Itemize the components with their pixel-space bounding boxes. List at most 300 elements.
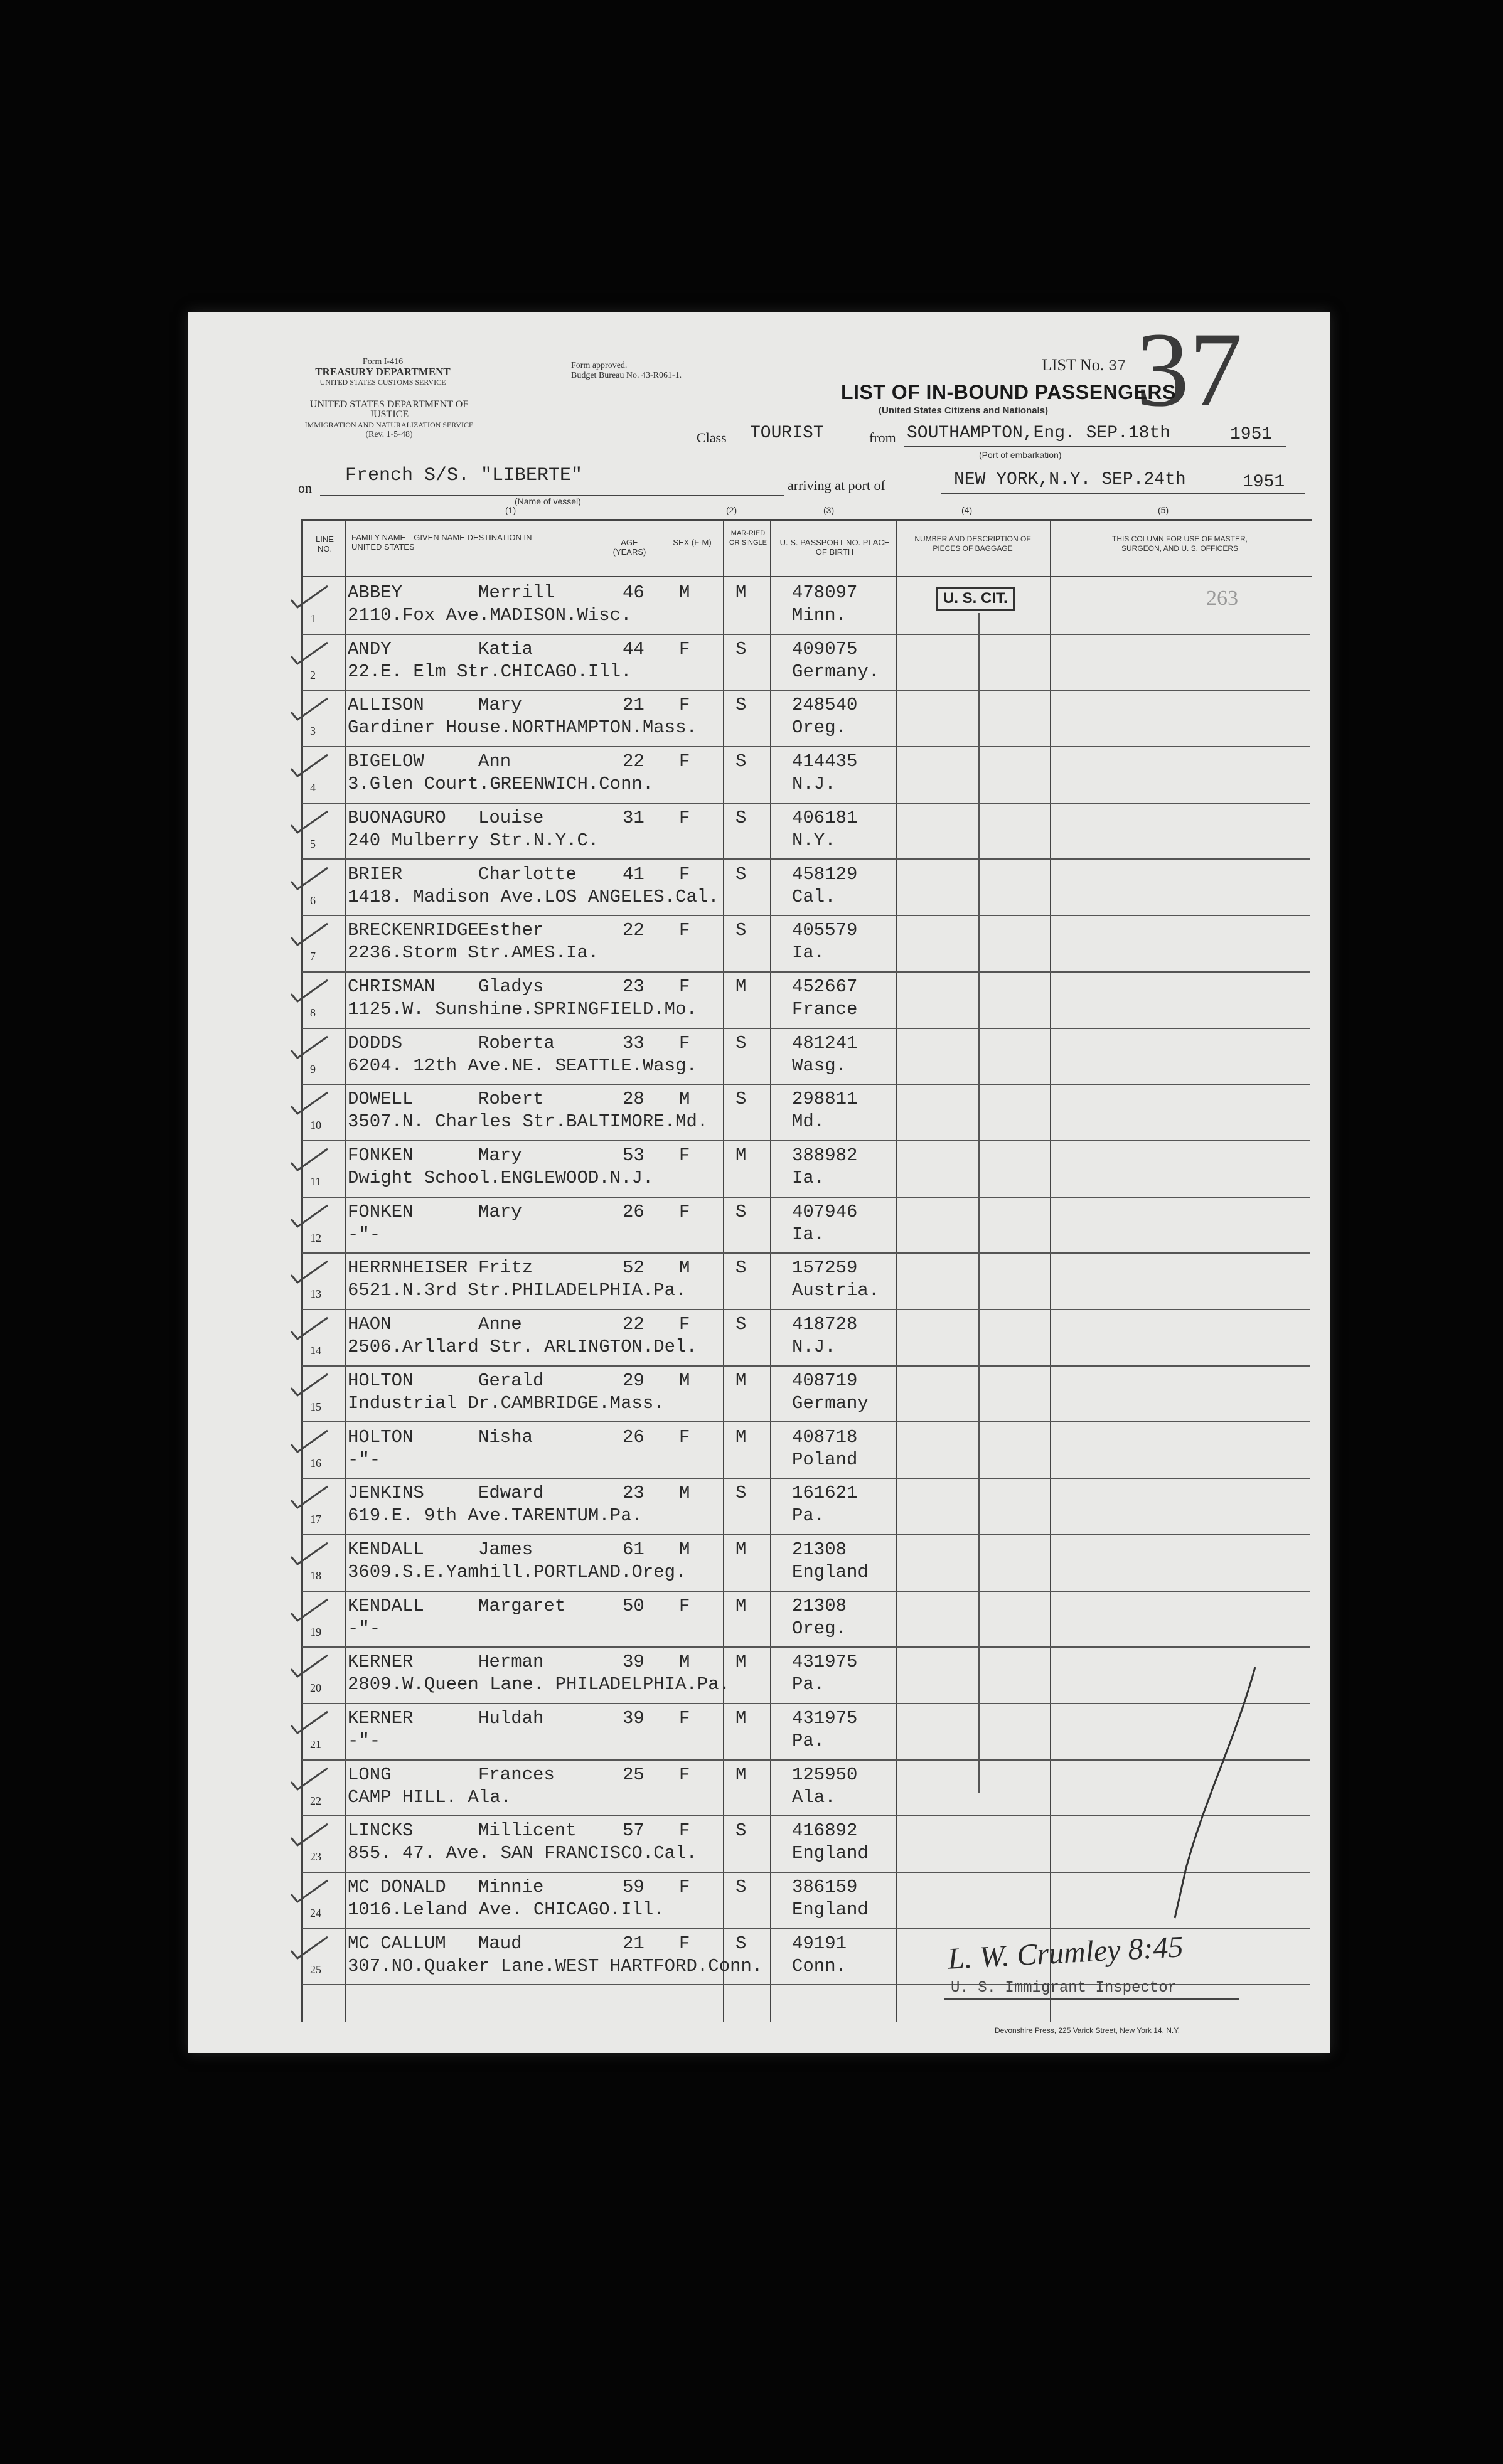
check-mark-icon (289, 864, 333, 895)
passenger-destination: -"- (348, 1224, 381, 1245)
table-top-rule (301, 519, 1312, 521)
passenger-given-name: Mary (478, 1201, 522, 1222)
passenger-destination: 3507.N. Charles Str.BALTIMORE.Md. (348, 1111, 709, 1133)
passenger-sex: F (679, 638, 690, 659)
passenger-family-name: KERNER (348, 1651, 414, 1673)
passenger-family-name: BIGELOW (348, 751, 424, 772)
passenger-age: 26 (623, 1426, 645, 1448)
place-of-birth: England (792, 1561, 869, 1582)
passenger-given-name: Nisha (478, 1426, 533, 1448)
table-row (302, 971, 1310, 1029)
table-row (302, 746, 1310, 804)
passenger-family-name: FONKEN (348, 1145, 414, 1166)
passenger-family-name: HOLTON (348, 1370, 414, 1391)
passenger-family-name: DODDS (348, 1032, 403, 1053)
passenger-age: 29 (623, 1370, 645, 1391)
vessel-name: French S/S. "LIBERTE" (345, 465, 583, 486)
place-of-birth: Conn. (792, 1955, 847, 1976)
line-number: 3 (310, 725, 316, 738)
passenger-marital-status: M (735, 1539, 747, 1560)
passenger-marital-status: S (735, 920, 747, 941)
printer-imprint: Devonshire Press, 225 Varick Street, New York 14, N.Y. (995, 2026, 1180, 2035)
line-number: 13 (310, 1288, 321, 1301)
arrival-underline (941, 493, 1305, 494)
revision: (Rev. 1-5-48) (365, 430, 413, 439)
passenger-given-name: Margaret (478, 1595, 566, 1616)
passenger-given-name: Frances (478, 1764, 555, 1785)
passenger-family-name: BRECKENRIDGE (348, 920, 479, 941)
passenger-family-name: HOLTON (348, 1426, 414, 1448)
passenger-marital-status: S (735, 1820, 747, 1842)
passenger-given-name: Ann (478, 751, 511, 772)
us-citizen-stamp: U. S. CIT. (936, 587, 1015, 611)
passenger-destination: 2809.W.Queen Lane. PHILADELPHIA.Pa. (348, 1674, 730, 1695)
passenger-given-name: Huldah (478, 1708, 544, 1729)
place-of-birth: Austria. (792, 1280, 880, 1301)
justice-department: UNITED STATES DEPARTMENT OF JUSTICE (309, 399, 469, 420)
check-mark-icon (289, 808, 333, 839)
table-row (302, 1140, 1310, 1198)
ins-service: IMMIGRATION AND NATURALIZATION SERVICE (304, 420, 474, 429)
passenger-sex: F (679, 1708, 690, 1729)
passenger-marital-status: M (735, 1595, 747, 1616)
col-num-2: (2) (726, 505, 737, 515)
check-mark-icon (289, 920, 333, 951)
passenger-family-name: KENDALL (348, 1539, 424, 1560)
passport-number: 414435 (792, 751, 858, 772)
passenger-age: 26 (623, 1201, 645, 1222)
passenger-age: 22 (623, 751, 645, 772)
passenger-family-name: FONKEN (348, 1201, 414, 1222)
passenger-age: 57 (623, 1820, 645, 1842)
line-number: 16 (310, 1456, 321, 1469)
line-number: 5 (310, 837, 316, 850)
table-row (302, 915, 1310, 973)
line-number: 19 (310, 1625, 321, 1638)
passenger-age: 41 (623, 863, 645, 885)
passenger-sex: M (679, 1089, 690, 1110)
col-num-3: (3) (823, 505, 835, 515)
passenger-family-name: LONG (348, 1764, 392, 1785)
passenger-marital-status: S (735, 1032, 747, 1053)
passenger-sex: F (679, 807, 690, 828)
passenger-age: 25 (623, 1764, 645, 1785)
passport-number: 452667 (792, 976, 858, 997)
place-of-birth: Pa. (792, 1505, 825, 1527)
check-mark-icon (289, 1089, 333, 1120)
passenger-marital-status: S (735, 1483, 747, 1504)
passenger-age: 59 (623, 1877, 645, 1898)
table-row (302, 577, 1310, 635)
passport-number: 407946 (792, 1201, 858, 1222)
passenger-given-name: Esther (478, 920, 544, 941)
passenger-marital-status: S (735, 1257, 747, 1279)
passenger-destination: 1125.W. Sunshine.SPRINGFIELD.Mo. (348, 998, 697, 1020)
passenger-marital-status: M (735, 1370, 747, 1391)
page-subtitle: (United States Citizens and Nationals) (879, 405, 1049, 416)
check-mark-icon (289, 1314, 333, 1345)
passenger-sex: M (679, 1483, 690, 1504)
passenger-destination: 1016.Leland Ave. CHICAGO.Ill. (348, 1899, 665, 1921)
line-number: 21 (310, 1738, 321, 1751)
passenger-age: 50 (623, 1595, 645, 1616)
header-agency-block (289, 357, 477, 387)
passenger-destination: 1418. Madison Ave.LOS ANGELES.Cal. (348, 886, 719, 907)
passport-number: 431975 (792, 1708, 858, 1729)
check-mark-icon (289, 1145, 333, 1176)
col-header-baggage: NUMBER AND DESCRIPTION OF PIECES OF BAGGAGE (914, 535, 1031, 553)
table-row (302, 1478, 1310, 1535)
check-mark-icon (289, 751, 333, 782)
passenger-given-name: Merrill (478, 582, 555, 603)
passenger-family-name: BUONAGURO (348, 807, 446, 828)
passenger-destination: -"- (348, 1449, 381, 1470)
passenger-age: 33 (623, 1032, 645, 1053)
passenger-age: 22 (623, 1314, 645, 1335)
place-of-birth: Pa. (792, 1674, 825, 1695)
passenger-age: 39 (623, 1651, 645, 1673)
passenger-destination: Dwight School.ENGLEWOOD.N.J. (348, 1168, 654, 1188)
passenger-marital-status: S (735, 1933, 747, 1954)
passenger-age: 23 (623, 976, 645, 997)
passenger-given-name: Anne (478, 1314, 522, 1335)
passenger-age: 44 (623, 638, 645, 659)
passenger-given-name: Fritz (478, 1257, 533, 1279)
passenger-destination: 240 Mulberry Str.N.Y.C. (348, 829, 599, 851)
margin-note: 263 (1206, 587, 1238, 610)
passport-number: 298811 (792, 1089, 858, 1110)
passenger-age: 21 (623, 695, 645, 716)
passenger-family-name: DOWELL (348, 1089, 414, 1110)
passenger-family-name: CHRISMAN (348, 976, 436, 997)
place-of-birth: Md. (792, 1111, 825, 1133)
passenger-sex: F (679, 1820, 690, 1842)
passenger-destination: 619.E. 9th Ave.TARENTUM.Pa. (348, 1505, 643, 1527)
place-of-birth: Oreg. (792, 1618, 847, 1639)
passport-number: 481241 (792, 1032, 858, 1053)
check-mark-icon (289, 1033, 333, 1064)
passenger-destination: 3609.S.E.Yamhill.PORTLAND.Oreg. (348, 1561, 687, 1582)
passport-number: 406181 (792, 807, 858, 828)
passenger-family-name: KERNER (348, 1708, 414, 1729)
passenger-sex: F (679, 1933, 690, 1954)
col-num-5: (5) (1158, 505, 1169, 515)
passenger-marital-status: S (735, 807, 747, 828)
passenger-age: 22 (623, 920, 645, 941)
passenger-family-name: MC CALLUM (348, 1933, 446, 1954)
passport-number: 478097 (792, 582, 858, 603)
embarkation-year: 1951 (1230, 425, 1273, 444)
place-of-birth: N.Y. (792, 829, 836, 851)
check-mark-icon (289, 1370, 333, 1402)
list-label: LIST No. (1042, 356, 1105, 374)
budget-bureau: Budget Bureau No. 43-R061-1. (571, 371, 682, 380)
passenger-destination: 6204. 12th Ave.NE. SEATTLE.Wasg. (348, 1055, 697, 1076)
class-value: TOURIST (750, 424, 824, 443)
arrival-port-value: NEW YORK,N.Y. SEP.24th (954, 470, 1186, 489)
passenger-age: 23 (623, 1483, 645, 1504)
passenger-given-name: Herman (478, 1651, 544, 1673)
col-header-sex: SEX (F-M) (673, 538, 712, 547)
list-number-typed: 37 (1108, 358, 1126, 375)
passenger-age: 46 (623, 582, 645, 603)
passenger-age: 21 (623, 1933, 645, 1954)
passenger-sex: M (679, 1651, 690, 1673)
passenger-family-name: ALLISON (348, 695, 424, 716)
passenger-destination: 2110.Fox Ave.MADISON.Wisc. (348, 605, 632, 626)
col-header-passport: U. S. PASSPORT NO. PLACE OF BIRTH (779, 538, 890, 557)
passenger-destination: Industrial Dr.CAMBRIDGE.Mass. (348, 1392, 665, 1414)
arrival-year: 1951 (1243, 472, 1285, 492)
passenger-destination: 22.E. Elm Str.CHICAGO.Ill. (348, 661, 632, 682)
passport-number: 21308 (792, 1539, 847, 1560)
place-of-birth: Germany. (792, 661, 880, 682)
place-of-birth: France (792, 998, 858, 1020)
line-number: 2 (310, 668, 316, 681)
col-header-officers: THIS COLUMN FOR USE OF MASTER, SURGEON, AND U. S. OFFICERS (1111, 535, 1248, 553)
passenger-marital-status: M (735, 1764, 747, 1785)
place-of-birth: Pa. (792, 1731, 825, 1751)
passenger-destination: -"- (348, 1731, 381, 1751)
form-approved: Form approved. (571, 361, 628, 370)
passenger-marital-status: S (735, 1201, 747, 1222)
passenger-destination: 855. 47. Ave. SAN FRANCISCO.Cal. (348, 1843, 697, 1864)
line-number: 20 (310, 1682, 321, 1695)
check-mark-icon (289, 582, 333, 614)
table-row (302, 1084, 1310, 1141)
check-mark-icon (289, 639, 333, 670)
line-number: 7 (310, 950, 316, 963)
passport-number: 431975 (792, 1651, 858, 1673)
passenger-destination: 6521.N.3rd Str.PHILADELPHIA.Pa. (348, 1280, 687, 1301)
passenger-given-name: Gerald (478, 1370, 544, 1391)
line-number: 9 (310, 1062, 316, 1075)
passenger-age: 52 (623, 1257, 645, 1279)
passenger-marital-status: S (735, 1314, 747, 1335)
list-number-field (1042, 356, 1126, 375)
passenger-sex: F (679, 1877, 690, 1898)
passenger-sex: F (679, 976, 690, 997)
place-of-birth: Poland (792, 1449, 858, 1470)
place-of-birth: Ia. (792, 1168, 825, 1188)
check-mark-icon (289, 1596, 333, 1627)
passenger-marital-status: M (735, 1708, 747, 1729)
class-label: Class (697, 430, 727, 445)
passport-number: 49191 (792, 1933, 847, 1954)
passenger-age: 28 (623, 1089, 645, 1110)
table-row (302, 1534, 1310, 1592)
line-number: 12 (310, 1231, 321, 1244)
customs-service: UNITED STATES CUSTOMS SERVICE (319, 378, 446, 387)
passenger-sex: F (679, 1032, 690, 1053)
passenger-sex: F (679, 920, 690, 941)
line-number: 17 (310, 1513, 321, 1526)
passenger-sex: F (679, 695, 690, 716)
inspector-label: U. S. Immigrant Inspector (951, 1980, 1177, 1997)
passenger-given-name: Charlotte (478, 863, 577, 885)
passport-number: 125950 (792, 1764, 858, 1785)
passenger-given-name: Roberta (478, 1032, 555, 1053)
passenger-given-name: Katia (478, 638, 533, 659)
vessel-caption: (Name of vessel) (515, 496, 581, 506)
line-number: 6 (310, 893, 316, 907)
passenger-given-name: Louise (478, 807, 544, 828)
line-number: 1 (310, 612, 316, 625)
passenger-age: 39 (623, 1708, 645, 1729)
passenger-sex: M (679, 1370, 690, 1391)
passenger-sex: M (679, 1539, 690, 1560)
table-row (302, 1365, 1310, 1423)
passenger-destination: 2506.Arllard Str. ARLINGTON.Del. (348, 1336, 697, 1358)
check-mark-icon (289, 695, 333, 726)
passenger-age: 31 (623, 807, 645, 828)
passenger-marital-status: S (735, 1089, 747, 1110)
place-of-birth: Ala. (792, 1786, 836, 1808)
table-row (302, 1309, 1310, 1367)
line-number: 4 (310, 781, 316, 794)
check-mark-icon (289, 1202, 333, 1233)
place-of-birth: N.J. (792, 774, 836, 795)
place-of-birth: England (792, 1899, 869, 1921)
passenger-sex: F (679, 1595, 690, 1616)
list-number-handwritten: 37 (1136, 311, 1243, 429)
treasury-department: TREASURY DEPARTMENT (315, 366, 451, 378)
passenger-given-name: Millicent (478, 1820, 577, 1842)
passport-number: 416892 (792, 1820, 858, 1842)
line-number: 22 (310, 1794, 321, 1807)
check-mark-icon (289, 976, 333, 1008)
col-header-married: MAR-RIED OR SINGLE (729, 530, 767, 547)
check-mark-icon (289, 1427, 333, 1458)
line-number: 15 (310, 1400, 321, 1413)
passenger-destination: 307.NO.Quaker Lane.WEST HARTFORD.Conn. (348, 1955, 763, 1976)
passport-number: 161621 (792, 1483, 858, 1504)
passenger-given-name: Mary (478, 1145, 522, 1166)
place-of-birth: Germany (792, 1392, 869, 1414)
passport-number: 388982 (792, 1145, 858, 1166)
passenger-family-name: ABBEY (348, 582, 403, 603)
check-mark-icon (289, 1933, 333, 1965)
line-number: 8 (310, 1006, 316, 1019)
passenger-sex: M (679, 582, 690, 603)
line-number: 24 (310, 1907, 321, 1920)
passenger-given-name: Robert (478, 1089, 544, 1110)
line-number: 14 (310, 1344, 321, 1357)
table-row (302, 690, 1310, 747)
passenger-marital-status: M (735, 1426, 747, 1448)
signature-line (944, 1998, 1239, 2000)
place-of-birth: England (792, 1843, 869, 1864)
inspector-pen-stroke (998, 1661, 1299, 1924)
passenger-marital-status: S (735, 863, 747, 885)
passenger-sex: F (679, 1426, 690, 1448)
passenger-family-name: ANDY (348, 638, 392, 659)
passenger-sex: F (679, 1201, 690, 1222)
passenger-marital-status: S (735, 1877, 747, 1898)
passenger-destination: 2236.Storm Str.AMES.Ia. (348, 942, 599, 964)
table-row (302, 1197, 1310, 1254)
passenger-age: 61 (623, 1539, 645, 1560)
inspector-signature: L. W. Crumley 8:45 (946, 1930, 1184, 1976)
line-number: 23 (310, 1850, 321, 1864)
embarkation-value: SOUTHAMPTON,Eng. SEP.18th (907, 424, 1171, 443)
place-of-birth: Ia. (792, 1224, 825, 1245)
passport-number: 21308 (792, 1595, 847, 1616)
table-row (302, 634, 1310, 691)
passenger-sex: F (679, 751, 690, 772)
passenger-given-name: Mary (478, 695, 522, 716)
passenger-family-name: HAON (348, 1314, 392, 1335)
line-number: 18 (310, 1569, 321, 1582)
place-of-birth: N.J. (792, 1336, 836, 1358)
arriving-label: arriving at port of (788, 477, 885, 493)
col-num-4: (4) (961, 505, 973, 515)
check-mark-icon (289, 1539, 333, 1571)
passenger-family-name: LINCKS (348, 1820, 414, 1842)
passenger-destination: CAMP HILL. Ala. (348, 1786, 512, 1808)
on-label: on (298, 480, 312, 496)
passenger-destination: 3.Glen Court.GREENWICH.Conn. (348, 774, 654, 795)
passenger-given-name: James (478, 1539, 533, 1560)
table-row (302, 803, 1310, 860)
approval-block (571, 361, 722, 381)
passenger-marital-status: S (735, 751, 747, 772)
manifest-sheet (188, 312, 1330, 2053)
passport-number: 248540 (792, 695, 858, 716)
place-of-birth: Ia. (792, 942, 825, 964)
passenger-family-name: MC DONALD (348, 1877, 446, 1898)
check-mark-icon (289, 1708, 333, 1739)
passenger-age: 53 (623, 1145, 645, 1166)
passenger-family-name: HERRNHEISER (348, 1257, 468, 1279)
passport-number: 458129 (792, 863, 858, 885)
check-mark-icon (289, 1483, 333, 1514)
passenger-family-name: JENKINS (348, 1483, 424, 1504)
passenger-sex: F (679, 863, 690, 885)
passenger-marital-status: S (735, 695, 747, 716)
passenger-given-name: Minnie (478, 1877, 544, 1898)
table-row (302, 1252, 1310, 1310)
table-row (302, 859, 1310, 917)
passenger-given-name: Maud (478, 1933, 522, 1954)
place-of-birth: Minn. (792, 605, 847, 626)
passenger-given-name: Edward (478, 1483, 544, 1504)
passenger-marital-status: M (735, 976, 747, 997)
passenger-sex: M (679, 1257, 690, 1279)
justice-block (295, 400, 483, 440)
col-header-age: AGE (YEARS) (612, 538, 646, 557)
check-mark-icon (289, 1877, 333, 1908)
passport-number: 408718 (792, 1426, 858, 1448)
table-row (302, 1422, 1310, 1480)
passenger-marital-status: M (735, 582, 747, 603)
place-of-birth: Oreg. (792, 717, 847, 739)
passenger-destination: Gardiner House.NORTHAMPTON.Mass. (348, 717, 697, 739)
line-number: 25 (310, 1963, 321, 1976)
passenger-given-name: Gladys (478, 976, 544, 997)
passenger-sex: F (679, 1314, 690, 1335)
check-mark-icon (289, 1651, 333, 1683)
passport-number: 386159 (792, 1877, 858, 1898)
page-title: LIST OF IN-BOUND PASSENGERS (841, 381, 1176, 403)
line-number: 11 (310, 1175, 321, 1188)
embark-underline (904, 446, 1286, 447)
table-row (302, 1028, 1310, 1085)
check-mark-icon (289, 1820, 333, 1852)
passenger-destination: -"- (348, 1618, 381, 1639)
passenger-marital-status: M (735, 1651, 747, 1673)
passport-number: 408719 (792, 1370, 858, 1391)
